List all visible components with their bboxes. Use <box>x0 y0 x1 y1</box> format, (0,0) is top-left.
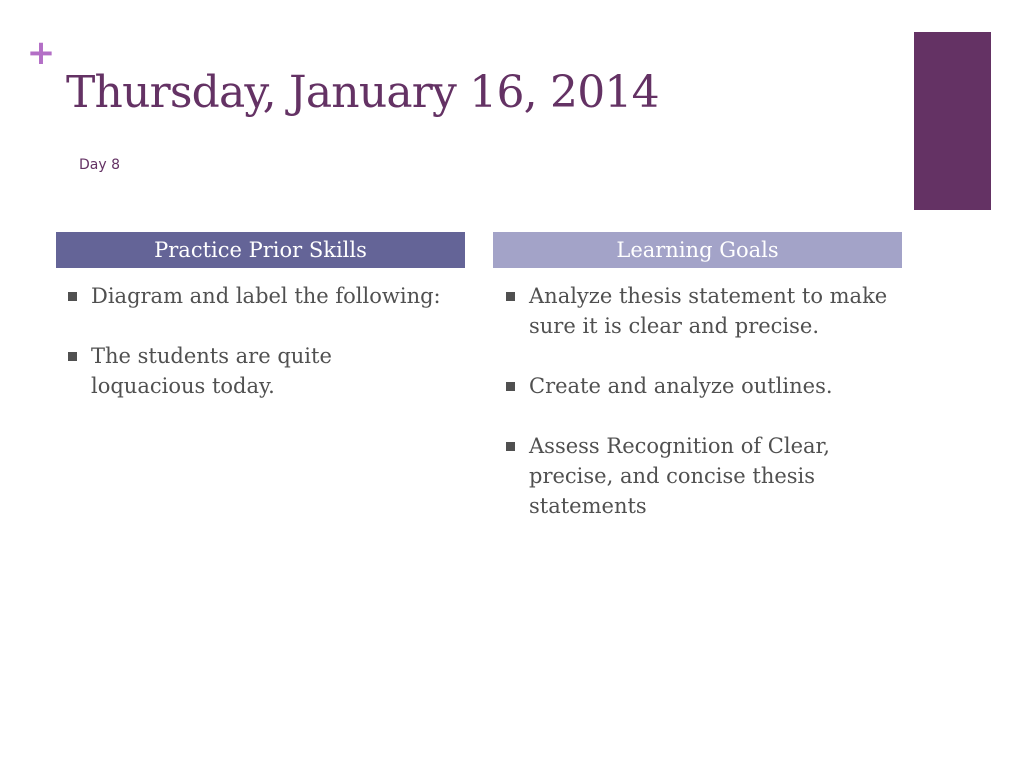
bullet-text: Assess Recognition of Clear, precise, and concise thesis statements <box>529 434 830 518</box>
practice-prior-skills-list <box>66 281 451 431</box>
bullet-text: Create and analyze outlines. <box>529 374 833 398</box>
square-bullet-icon <box>68 352 77 361</box>
learning-goals-list <box>504 281 894 551</box>
accent-bar <box>914 32 991 210</box>
square-bullet-icon <box>68 292 77 301</box>
slide-title: Thursday, January 16, 2014 <box>66 67 659 118</box>
list-item <box>504 281 894 341</box>
bullet-text: The students are quite loquacious today. <box>91 344 332 398</box>
list-item <box>504 371 894 401</box>
learning-goals-header: Learning Goals <box>493 232 902 268</box>
bullet-text: Diagram and label the following: <box>91 284 441 308</box>
list-item <box>504 431 894 521</box>
square-bullet-icon <box>506 442 515 451</box>
plus-icon: + <box>26 33 56 73</box>
square-bullet-icon <box>506 382 515 391</box>
square-bullet-icon <box>506 292 515 301</box>
list-item <box>66 281 451 311</box>
practice-prior-skills-header: Practice Prior Skills <box>56 232 465 268</box>
bullet-text: Analyze thesis statement to make sure it is clear and precise. <box>529 284 888 338</box>
slide-subtitle: Day 8 <box>79 157 121 173</box>
list-item <box>66 341 451 401</box>
